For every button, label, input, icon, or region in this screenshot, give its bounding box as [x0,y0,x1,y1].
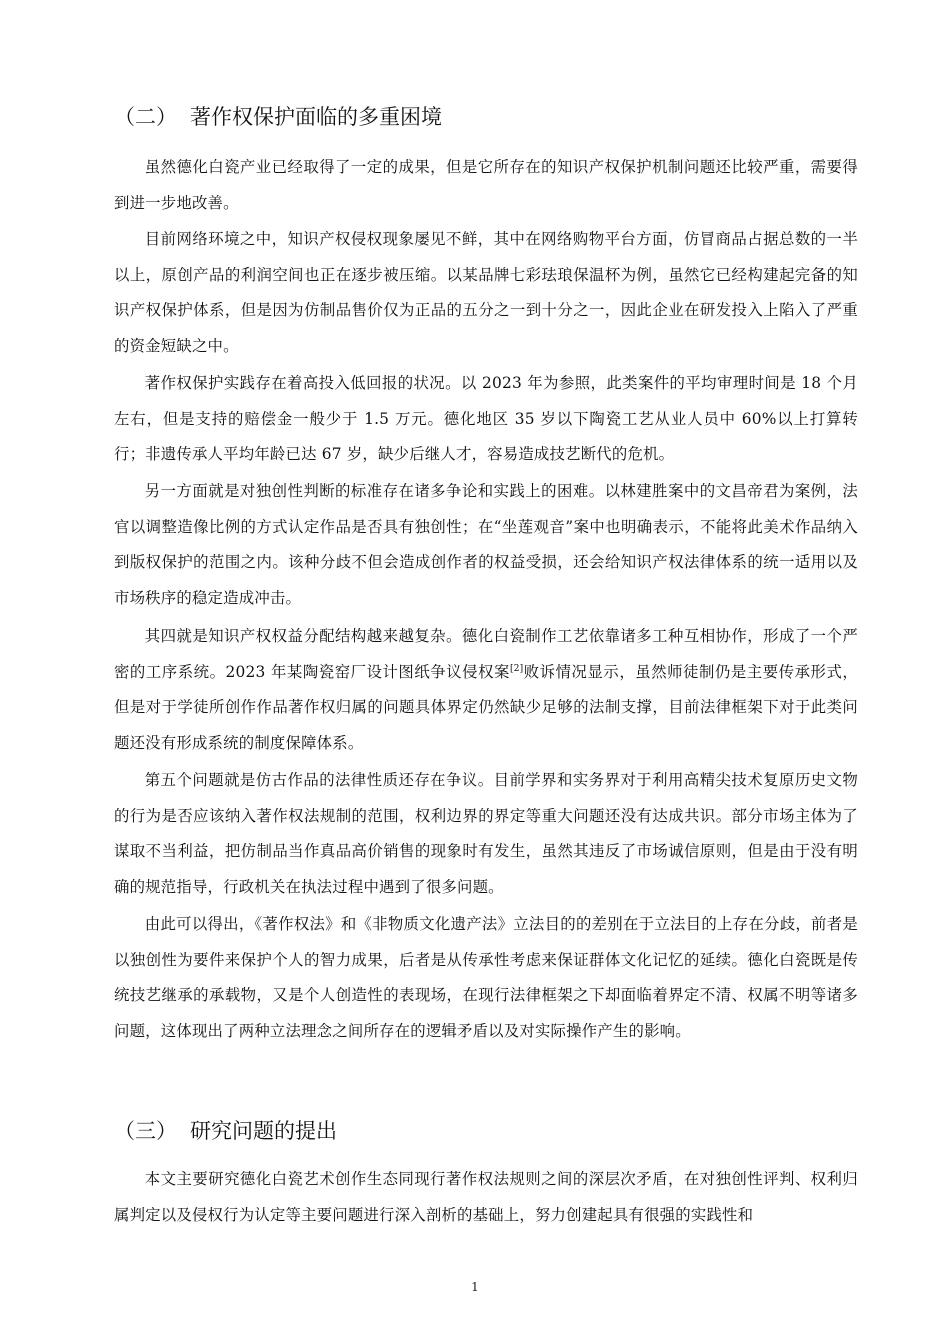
paragraph-with-citation [114,619,858,761]
section-heading-two [114,103,442,131]
section-title: 著作权保护面临的多重困境 [190,105,442,129]
section-number: （三） [114,1119,177,1143]
page-number: 1 [471,1280,479,1294]
paragraph-text: 其四就是知识产权权益分配结构越来越复杂。德化白瓷制作工艺依靠诸多工种互相协作，形成了一个严密的工序系统。2023 年某陶瓷窑厂设计图纸争议侵权案 [114,627,858,681]
paragraph: 虽然德化白瓷产业已经取得了一定的成果，但是它所存在的知识产权保护机制问题还比较严重，需要得到进一步地改善。 [114,158,858,212]
paragraph: 由此可以得出，《著作权法》和《非物质文化遗产法》立法目的的差别在于立法目的上存在分歧，前者是以独创性为要件来保护个人的智力成果，后者是从传承性考虑来保证群体文化记忆的延续。德化白瓷既是传统技艺继承的承载物，又是个人创造性的表现场，在现行法律框架之下却面临着界定不清、权属不明等诸多问题，这体现出了两种立法理念之间所存在的逻辑矛盾以及对实际操作产生的影响。 [114,915,858,1040]
section-heading-three [114,1117,337,1145]
paragraph: 本文主要研究德化白瓷艺术创作生态同现行著作权法规则之间的深层次矛盾，在对独创性评判、权利归属判定以及侵权行为认定等主要问题进行深入剖析的基础上，努力创建起具有很强的实践性和 [114,1170,858,1224]
paragraph: 另一方面就是对独创性判断的标准存在诸多争论和实践上的困难。以林建胜案中的文昌帝君为案例，法官以调整造像比例的方式认定作品是否具有独创性；在“坐莲观音”案中也明确表示，不能将此美术作品纳入到版权保护的范围之内。该种分歧不但会造成创作者的权益受损，还会给知识产权法律体系的统一适用以及市场秩序的稳定造成冲击。 [114,482,858,607]
paragraph: 第五个问题就是仿古作品的法律性质还存在争议。目前学界和实务界对于利用高精尖技术复原历史文物的行为是否应该纳入著作权法规制的范围，权利边界的界定等重大问题还没有达成共识。部分市场主体为了谋取不当利益，把仿制品当作真品高价销售的现象时有发生，虽然其违反了市场诚信原则，但是由于没有明确的规范指导，行政机关在执法过程中遇到了很多问题。 [114,771,858,896]
paragraph: 目前网络环境之中，知识产权侵权现象屡见不鲜，其中在网络购物平台方面，仿冒商品占据总数的一半以上，原创产品的利润空间也正在逐步被压缩。以某品牌七彩珐琅保温杯为例，虽然它已经构建起完备的知识产权保护体系，但是因为仿制品售价仅为正品的五分之一到十分之一，因此企业在研发投入上陷入了严重的资金短缺之中。 [114,230,858,355]
paragraph-text: 败诉情况显示，虽然师徒制仍是主要传承形式，但是对于学徒所创作作品著作权归属的问题具体界定仍然缺少足够的法制支撑，目前法律框架下对于此类问题还没有形成系统的制度保障体系。 [114,662,859,752]
section-number: （二） [114,105,177,129]
citation-ref: [2] [510,663,524,674]
paragraph: 著作权保护实践存在着高投入低回报的状况。以 2023 年为参照，此类案件的平均审理时间是 18 个月左右，但是支持的赔偿金一般少于 1.5 万元。德化地区 35 岁以下陶瓷工艺从业人员中 60%以上打算转行；非遗传承人平均年龄已达 67 岁，缺少后继人才，容易造成技艺断代的危机。 [114,374,858,464]
section-title: 研究问题的提出 [190,1119,337,1143]
